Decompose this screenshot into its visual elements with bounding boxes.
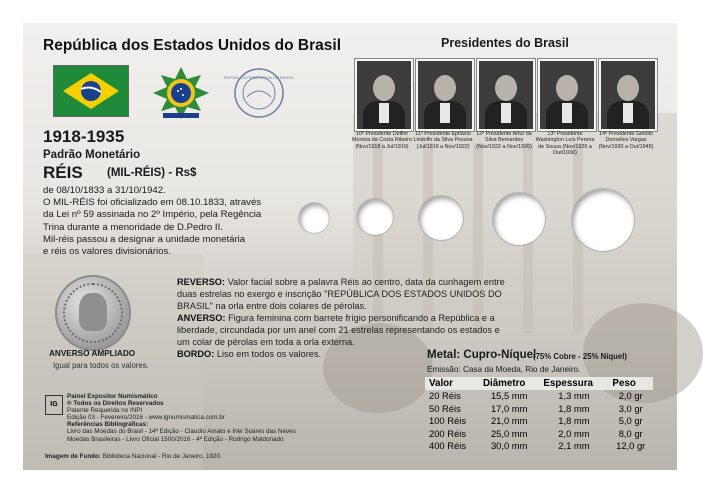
table-row xyxy=(425,390,653,403)
footer-line: Livro das Moedas do Brasil - 14ª Edição - Claudio Amato e Irlei Soares das Neves xyxy=(67,428,296,436)
president-caption: 13º Presidente Washington Luís Pereira de Sousa (Nov/1926 a Out/1930) xyxy=(535,131,595,157)
monetary-standard-label: Padrão Monetário xyxy=(43,149,141,161)
table-cell: 50 Réis xyxy=(429,402,461,414)
footer-line: Referências Bibliográficas: xyxy=(67,421,149,429)
description-line: da Lei nº 59 assinada no 2º Império, pela Regência xyxy=(43,209,262,221)
coin-spec-table xyxy=(425,377,653,453)
coin-slot-400-reis[interactable] xyxy=(572,189,634,251)
president-portrait xyxy=(416,59,474,131)
president-portrait xyxy=(599,59,657,131)
bordo-description xyxy=(177,349,407,361)
column-header: Valor xyxy=(425,377,479,390)
table-cell: 200 Réis xyxy=(429,427,467,439)
anverso-text: Figura feminina com barrete frígio personificando a República e a liberdade, circundada por um anel com 21 estrelas representando os estados e um colar de pérolas em toda a orla externa. xyxy=(177,313,500,347)
coat-of-arms-icon xyxy=(151,65,211,121)
table-cell: 2,0 gr xyxy=(618,390,643,401)
reverso-label: REVERSO: xyxy=(177,277,225,287)
currency-name: RÉIS xyxy=(43,163,83,182)
bordo-label: BORDO: xyxy=(177,349,215,359)
table-row xyxy=(425,440,653,453)
footer-line: Painel Expositor Numismático xyxy=(67,393,158,400)
coin-slot-20-reis[interactable] xyxy=(299,203,329,233)
background-image-credit xyxy=(45,453,222,460)
coin-slot-200-reis[interactable] xyxy=(493,193,545,245)
mint-emission: Emissão: Casa da Moeda, Rio de Janeiro. xyxy=(427,365,581,374)
table-cell: 5,0 gr xyxy=(618,415,643,426)
table-cell: 12,0 gr xyxy=(616,440,646,451)
table-cell: 100 Réis xyxy=(429,415,467,426)
description-line: Mil-réis passou a designar a unidade monetária xyxy=(43,233,246,245)
anverso-label: ANVERSO: xyxy=(177,313,226,323)
obverse-coin-image xyxy=(57,277,129,349)
president-caption: 14º Presidente Getúlio Dornelles Vargas (Nov/1930 a Out/1945) xyxy=(598,131,654,150)
column-header: Espessura xyxy=(539,377,608,390)
description-line: O MIL-RÉIS foi oficializado em 08.10.1833, através xyxy=(43,197,262,209)
display-panel xyxy=(23,23,677,470)
column-header: Diâmetro xyxy=(479,377,539,390)
obverse-caption: ANVERSO AMPLIADO xyxy=(49,349,136,358)
coin-slot-100-reis[interactable] xyxy=(419,196,463,240)
footer-line: Moedas Brasileiras - Livro Oficial 1500/2016 - 4ª Edição - Rodrigo Maldonado xyxy=(67,435,284,443)
presidents-title: Presidentes do Brasil xyxy=(441,36,569,50)
president-portrait xyxy=(477,59,535,131)
reverso-text: Valor facial sobre a palavra Réis ao centro, data da cunhagem entre duas estrelas no exergo e inscrição "REPÚBLICA DOS ESTADOS UNIDOS DO BRASIL" na orla entre dois colares de pérolas. xyxy=(177,277,505,311)
table-cell: 25,0 mm xyxy=(490,427,528,439)
table-cell: 1,3 mm xyxy=(558,390,590,401)
obverse-subcaption: Igual para todos os valores. xyxy=(53,361,149,370)
currency-sub: (MIL-RÉIS) - Rs$ xyxy=(107,167,197,179)
table-cell: 20 Réis xyxy=(429,390,461,401)
table-row xyxy=(425,428,653,441)
footer-credits xyxy=(67,393,296,443)
publisher-logo: IG xyxy=(45,395,63,415)
table-cell: 400 Réis xyxy=(429,440,467,451)
president-caption: 11º Presidente Epitácio Lindolfo da Silva Pessoa (Jul/1919 a Nov/1922) xyxy=(413,131,473,150)
president-caption: 12º Presidente Artur da Silva Bernardes (Nov/1922 a Nov/1926) xyxy=(476,131,532,150)
page-title: República dos Estados Unidos do Brasil xyxy=(43,37,341,54)
table-cell: 2,1 mm xyxy=(558,440,590,451)
anverso-description xyxy=(177,313,507,348)
footer-line: ® Todos os Direitos Reservados xyxy=(67,400,164,408)
flag-diamond-icon xyxy=(62,72,120,110)
table-cell: 2,0 mm xyxy=(558,427,590,439)
table-cell: 8,0 gr xyxy=(618,427,643,439)
president-caption: 10º Presidente Delfim Moreira da Costa Ribeiro (Nov/1918 a Jul/1919) xyxy=(352,131,412,150)
table-cell: 1,8 mm xyxy=(558,415,590,426)
svg-text:REPÚBLICA FEDERATIVA DO BRASIL: REPÚBLICA FEDERATIVA DO BRASIL xyxy=(223,75,295,80)
table-cell: 17,0 mm xyxy=(490,402,528,414)
bordo-text: Liso em todos os valores. xyxy=(216,349,322,359)
column-header: Peso xyxy=(608,377,653,390)
footer-line: Edição 03 - Fevereiro/2016 - www.lgnumismatica.com.br xyxy=(67,414,225,422)
currency-description xyxy=(43,185,273,258)
reverso-description xyxy=(177,277,507,312)
period-years: 1918-1935 xyxy=(43,127,125,146)
footer-line: Patente Requerida no INPI xyxy=(67,407,143,415)
description-line: de 08/10/1833 a 31/10/1942. xyxy=(43,185,166,196)
president-portrait xyxy=(538,59,596,131)
brazil-flag xyxy=(53,65,129,117)
official-seal-icon xyxy=(223,67,295,119)
table-row xyxy=(425,403,653,416)
table-cell: 21,0 mm xyxy=(490,415,528,426)
table-cell: 30,0 mm xyxy=(490,440,528,451)
president-portrait xyxy=(355,59,413,131)
background-credit-label: Imagem de Fundo: xyxy=(45,453,101,460)
table-header-row xyxy=(425,377,653,390)
description-line: e réis os valores divisionários. xyxy=(43,246,171,258)
table-cell: 3,0 gr xyxy=(618,402,643,414)
metal-composition: (75% Cobre - 25% Níquel) xyxy=(533,352,628,361)
description-line: Trina durante a menoridade de D.Pedro II. xyxy=(43,221,223,233)
coin-slot-50-reis[interactable] xyxy=(357,199,393,235)
table-cell: 15,5 mm xyxy=(490,390,528,401)
metal-title: Metal: Cupro-Níquel xyxy=(427,349,537,361)
table-row xyxy=(425,415,653,428)
table-cell: 1,8 mm xyxy=(558,402,590,414)
background-credit-text: Biblioteca Nacional - Rio de Janeiro, 1920. xyxy=(102,453,222,460)
